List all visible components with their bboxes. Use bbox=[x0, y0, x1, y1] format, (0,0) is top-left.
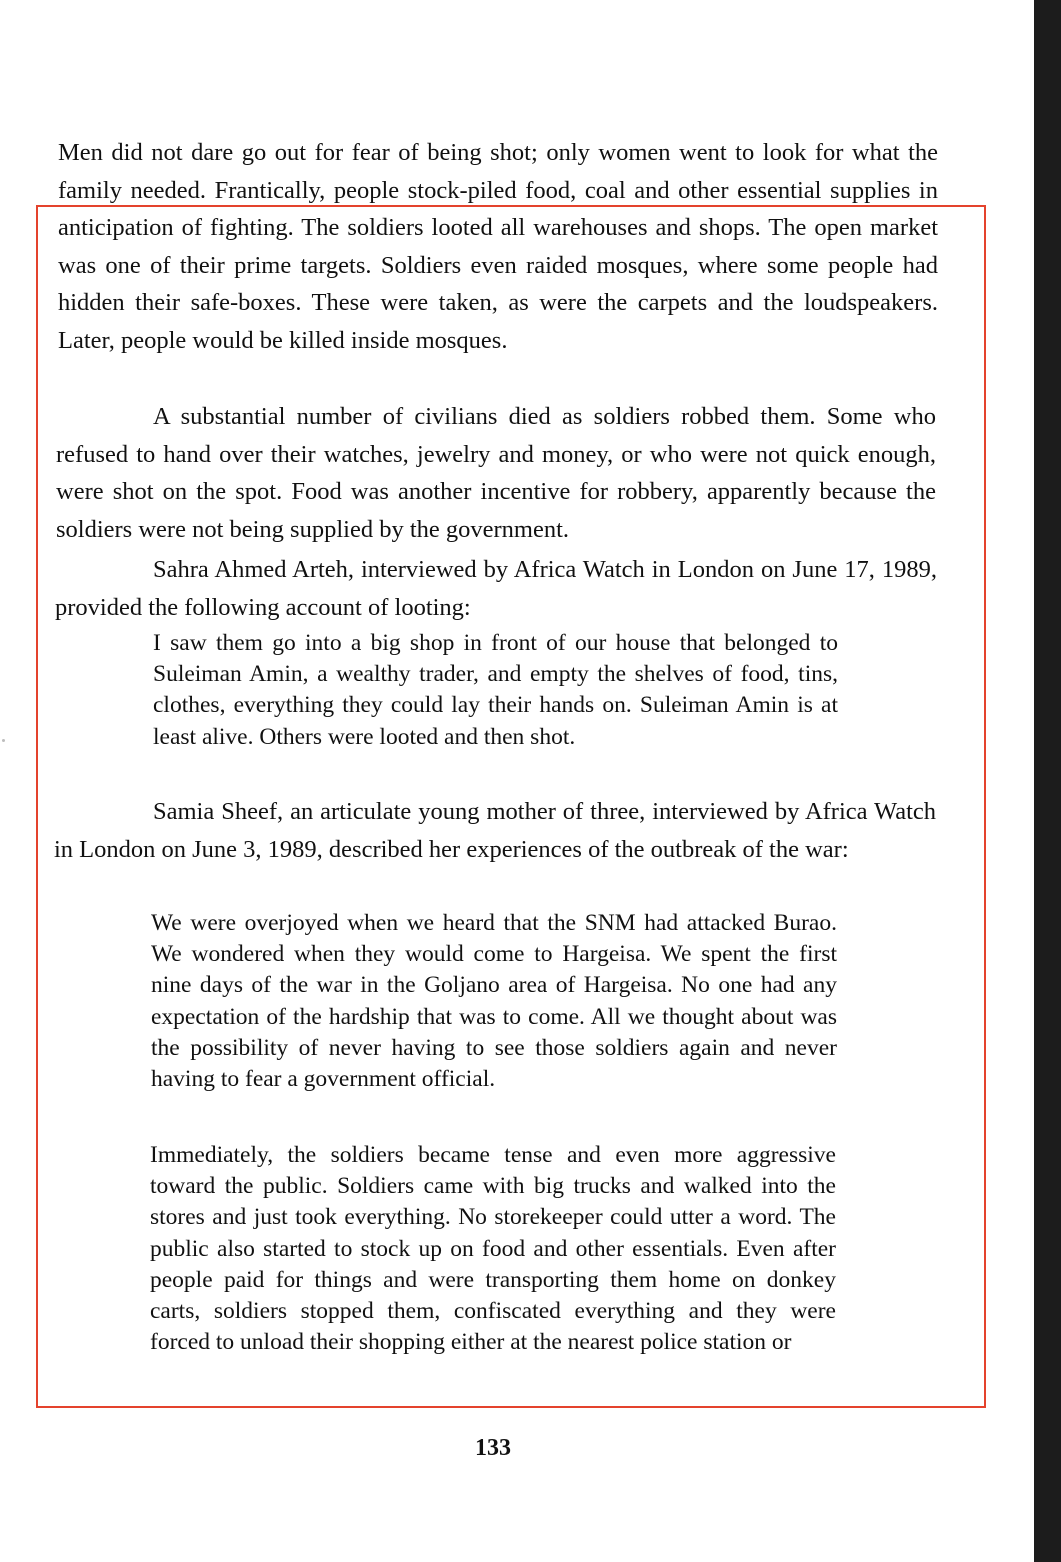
paragraph-sahra-intro: Sahra Ahmed Arteh, interviewed by Africa Watch in London on June 17, 1989, provided the following account of looting: bbox=[55, 556, 937, 621]
paragraph-civilians: A substantial number of civilians died as soldiers robbed them. Some who refused to hand over their watches, jewelry and money, or who were not quick enough, were shot on the spot. Food was another incentive for robbery, apparently because the soldiers were not being supplied by the government. bbox=[56, 403, 936, 543]
quote-samia-second: Immediately, the soldiers became tense and even more aggressive toward the public. Soldiers came with big trucks and walked into the stores and just took everything. No storekeeper could utter a word. The public also started to stock up on food and other essentials. Even after people paid for things and were transporting them home on donkey carts, soldiers stopped them, confiscated everything and they were forced to unload their shopping either at the nearest police station or bbox=[150, 1142, 836, 1356]
intro-paragraph: Men did not dare go out for fear of being shot; only women went to look for what the family needed. Frantically, people stock-piled food, coal and other essential supplies in anticipation of fighting. The soldiers looted all warehouses and shops. The open market was one of their prime targets. Soldiers even raided mosques, where some people had hidden their safe-boxes. These were taken, as were the carpets and the loudspeakers. Later, people would be killed inside mosques. bbox=[58, 139, 938, 354]
quote-samia-first: We were overjoyed when we heard that the SNM had attacked Burao. We wondered when they would come to Hargeisa. We spent the first nine days of the war in the Goljano area of Hargeisa. No one had any expectation of the hardship that was to come. All we thought about was the possibility of never having to see those soldiers again and never having to fear a government official. bbox=[151, 910, 837, 1093]
scan-speck bbox=[2, 739, 5, 742]
paragraph-samia-intro: Samia Sheef, an articulate young mother of three, interviewed by Africa Watch in London on June 3, 1989, described her experiences of the outbreak of the war: bbox=[54, 798, 936, 863]
page-number: 133 bbox=[475, 1435, 511, 1461]
scan-edge-shadow bbox=[1034, 0, 1061, 1562]
quote-sahra: I saw them go into a big shop in front of our house that belonged to Suleiman Amin, a wealthy trader, and empty the shelves of food, tins, clothes, everything they could lay their hands on. Suleiman Amin is at least alive. Others were looted and then shot. bbox=[153, 630, 838, 750]
